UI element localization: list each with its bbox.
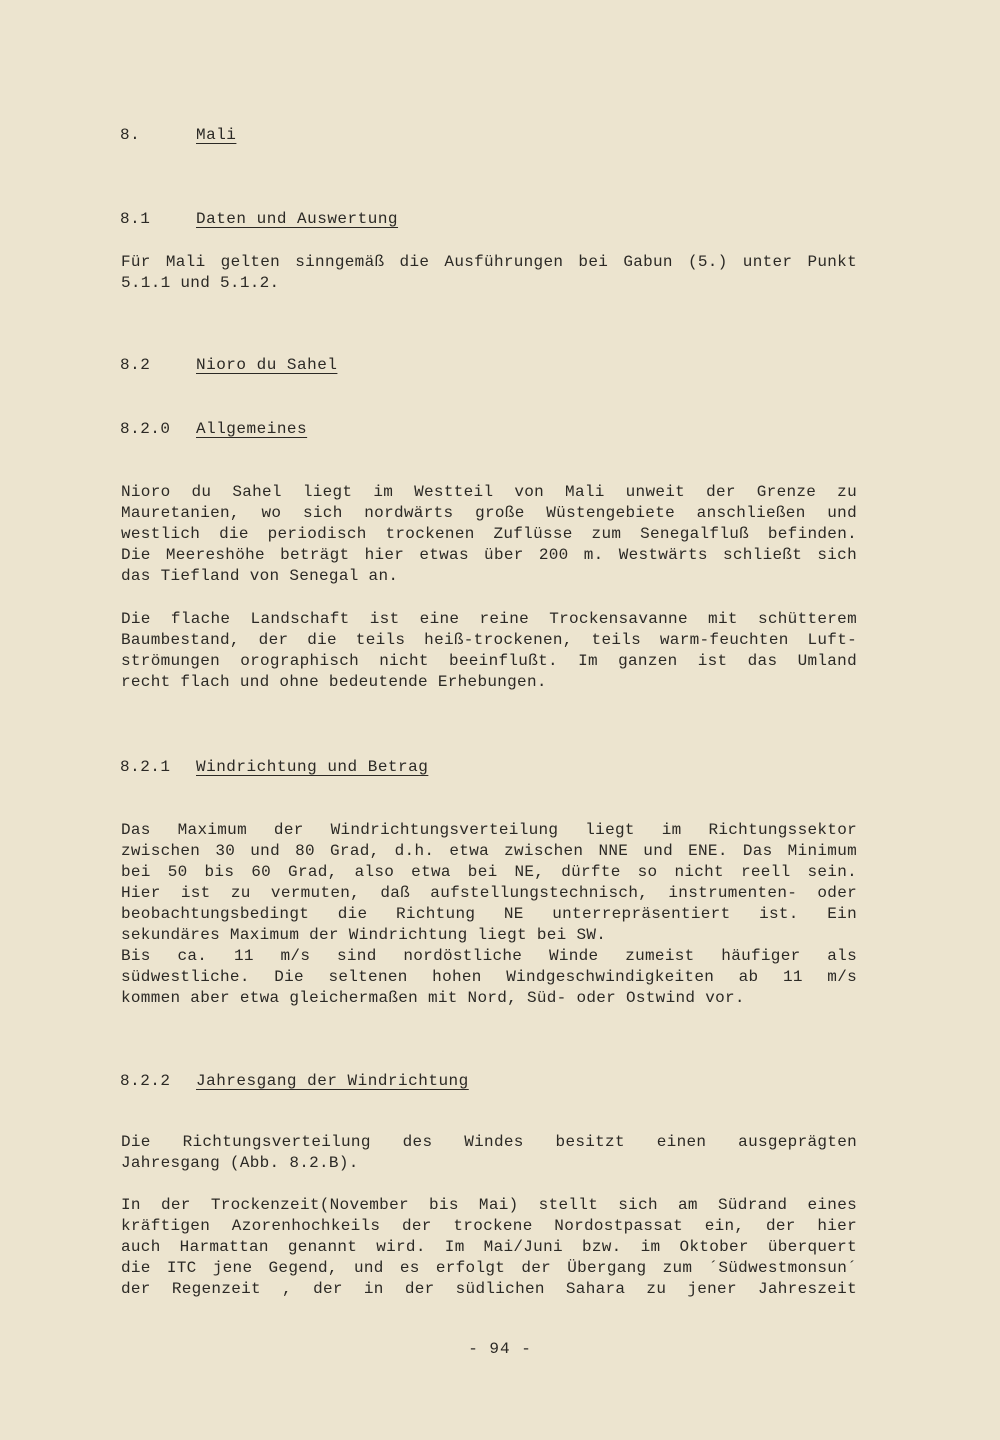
text-line: strömungen orographisch nicht beeinflußt. Im ganzen ist das Umland <box>121 652 857 670</box>
text-line: Mauretanien, wo sich nordwärts große Wüstengebiete anschließen und <box>121 504 857 522</box>
text-line: westlich die periodisch trockenen Zuflüsse zum Senegalfluß befinden. <box>121 525 857 543</box>
text-line: Das Maximum der Windrichtungsverteilung liegt im Richtungssektor <box>121 821 857 839</box>
text-line: Jahresgang (Abb. 8.2.B). <box>121 1154 359 1172</box>
section-title: Nioro du Sahel <box>196 356 338 374</box>
section-number: 8.2 <box>120 356 151 374</box>
text-line: Die Meereshöhe beträgt hier etwas über 200 m. Westwärts schließt sich <box>121 546 857 564</box>
text-line: auch Harmattan genannt wird. Im Mai/Juni bzw. im Oktober überquert <box>121 1238 857 1256</box>
text-line: kommen aber etwa gleichermaßen mit Nord, Süd- oder Ostwind vor. <box>121 989 745 1007</box>
text-line: Für Mali gelten sinngemäß die Ausführungen bei Gabun (5.) unter Punkt <box>121 253 857 271</box>
section-number: 8.1 <box>120 210 151 228</box>
section-title: Jahresgang der Windrichtung <box>196 1072 469 1090</box>
section-title: Daten und Auswertung <box>196 210 399 228</box>
text-line: der Regenzeit , der in der südlichen Sahara zu jener Jahreszeit <box>121 1280 857 1298</box>
section-heading <box>120 758 428 776</box>
text-line: Bis ca. 11 m/s sind nordöstliche Winde zumeist häufiger als <box>121 947 857 965</box>
text-line: beobachtungsbedingt die Richtung NE unterrepräsentiert ist. Ein <box>121 905 857 923</box>
section-heading <box>120 1072 469 1090</box>
text-line: sekundäres Maximum der Windrichtung liegt bei SW. <box>121 926 607 944</box>
section-number: 8.2.0 <box>120 420 171 438</box>
text-line: Nioro du Sahel liegt im Westteil von Mali unweit der Grenze zu <box>121 483 857 501</box>
section-heading <box>120 356 337 374</box>
text-line: das Tiefland von Senegal an. <box>121 567 399 585</box>
text-line: die ITC jene Gegend, und es erfolgt der Übergang zum ´Südwestmonsun´ <box>121 1259 857 1277</box>
text-line: Hier ist zu vermuten, daß aufstellungstechnisch, instrumenten- oder <box>121 884 857 902</box>
text-line: Die flache Landschaft ist eine reine Trockensavanne mit schütterem <box>121 610 857 628</box>
text-line: Die Richtungsverteilung des Windes besitzt einen ausgeprägten <box>121 1133 857 1151</box>
text-line: Baumbestand, der die teils heiß-trockenen, teils warm-feuchten Luft- <box>121 631 857 649</box>
section-heading <box>120 126 236 144</box>
text-line: südwestliche. Die seltenen hohen Windgeschwindigkeiten ab 11 m/s <box>121 968 857 986</box>
section-number: 8.2.1 <box>120 758 171 776</box>
page-number: - 94 - <box>468 1340 532 1358</box>
paragraph <box>121 252 857 294</box>
section-title: Mali <box>196 126 237 144</box>
text-line: 5.1.1 und 5.1.2. <box>121 274 280 292</box>
paragraph <box>121 1195 857 1300</box>
text-line: zwischen 30 und 80 Grad, d.h. etwa zwischen NNE und ENE. Das Minimum <box>121 842 857 860</box>
text-line: In der Trockenzeit(November bis Mai) stellt sich am Südrand eines <box>121 1196 857 1214</box>
paragraph <box>121 609 857 693</box>
text-line: recht flach und ohne bedeutende Erhebungen. <box>121 673 547 691</box>
text-line: kräftigen Azorenhochkeils der trockene Nordostpassat ein, der hier <box>121 1217 857 1235</box>
section-number: 8. <box>120 126 141 144</box>
section-number: 8.2.2 <box>120 1072 171 1090</box>
paragraph <box>121 482 857 587</box>
section-heading <box>120 420 307 438</box>
section-heading <box>120 210 398 228</box>
paragraph <box>121 1132 857 1174</box>
paragraph <box>121 820 857 1009</box>
section-title: Allgemeines <box>196 420 308 438</box>
text-line: bei 50 bis 60 Grad, also etwa bei NE, dürfte so nicht reell sein. <box>121 863 857 881</box>
section-title: Windrichtung und Betrag <box>196 758 429 776</box>
